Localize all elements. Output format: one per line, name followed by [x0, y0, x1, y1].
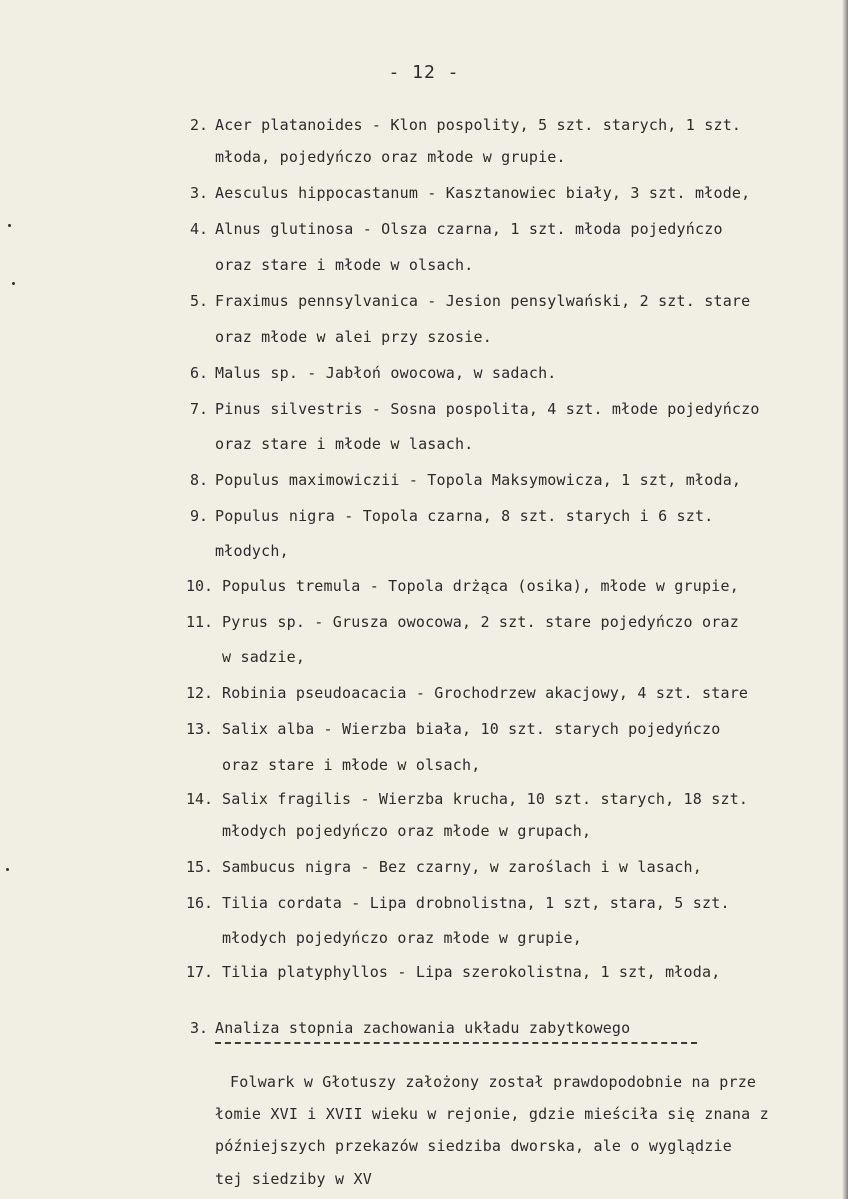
- list-item-line: Aesculus hippocastanum - Kasztanowiec biały, 3 szt. młode,: [215, 184, 751, 202]
- list-item-line: młoda, pojedyńczo oraz młode w grupie.: [215, 148, 566, 166]
- list-item-line: Pyrus sp. - Grusza owocowa, 2 szt. stare pojedyńczo oraz: [222, 613, 739, 631]
- paragraph-line: późniejszych przekazów siedziba dworska, ale o wyglądzie: [215, 1137, 732, 1155]
- list-item-line: oraz stare i młode w olsach.: [215, 256, 474, 274]
- list-number: 14.: [186, 790, 214, 808]
- list-number: 6.: [190, 364, 209, 382]
- list-number: 3.: [190, 184, 209, 202]
- list-number: 4.: [190, 220, 209, 238]
- list-item-line: Sambucus nigra - Bez czarny, w zaroślach i w lasach,: [222, 858, 702, 876]
- list-number: 8.: [190, 471, 209, 489]
- list-number: 10.: [186, 577, 214, 595]
- list-item-line: młodych pojedyńczo oraz młode w grupie,: [222, 929, 582, 947]
- list-item-line: Tilia platyphyllos - Lipa szerokolistna, 1 szt, młoda,: [222, 963, 721, 981]
- list-item-line: Alnus glutinosa - Olsza czarna, 1 szt. młoda pojedyńczo: [215, 220, 723, 238]
- list-item-line: Malus sp. - Jabłoń owocowa, w sadach.: [215, 364, 557, 382]
- list-number: 7.: [190, 400, 209, 418]
- scan-speck: [12, 282, 15, 285]
- list-number: 13.: [186, 720, 214, 738]
- list-item-line: Populus maximowiczii - Topola Maksymowicza, 1 szt, młoda,: [215, 471, 742, 489]
- list-item-line: Fraximus pennsylvanica - Jesion pensylwański, 2 szt. stare: [215, 292, 751, 310]
- scan-speck: [8, 224, 11, 227]
- list-item-line: oraz stare i młode w lasach.: [215, 435, 474, 453]
- list-item-line: Acer platanoides - Klon pospolity, 5 szt. starych, 1 szt.: [215, 116, 742, 134]
- list-number: 16.: [186, 894, 214, 912]
- list-number: 11.: [186, 613, 214, 631]
- list-item-line: Robinia pseudoacacia - Grochodrzew akacjowy, 4 szt. stare: [222, 684, 749, 702]
- list-item-line: młodych,: [215, 542, 289, 560]
- list-number: 5.: [190, 292, 209, 310]
- list-item-line: Salix fragilis - Wierzba krucha, 10 szt. starych, 18 szt.: [222, 790, 749, 808]
- list-item-line: Populus nigra - Topola czarna, 8 szt. starych i 6 szt.: [215, 507, 714, 525]
- list-number: 9.: [190, 507, 209, 525]
- list-number: 2.: [190, 116, 209, 134]
- page-number: - 12 -: [388, 62, 460, 83]
- scan-speck: [6, 868, 9, 871]
- paragraph-line: tej siedziby w XV: [215, 1170, 372, 1188]
- list-number: 12.: [186, 684, 214, 702]
- list-item-line: oraz młode w alei przy szosie.: [215, 328, 492, 346]
- section-heading: Analiza stopnia zachowania układu zabytkowego: [215, 1019, 631, 1037]
- paragraph-line: łomie XVI i XVII wieku w rejonie, gdzie mieściła się znana z: [215, 1105, 769, 1123]
- list-item-line: Populus tremula - Topola drżąca (osika), młode w grupie,: [222, 577, 739, 595]
- list-item-line: młodych pojedyńczo oraz młode w grupach,: [222, 822, 592, 840]
- section-number: 3.: [190, 1019, 209, 1037]
- list-item-line: Salix alba - Wierzba biała, 10 szt. starych pojedyńczo: [222, 720, 721, 738]
- list-item-line: Tilia cordata - Lipa drobnolistna, 1 szt, stara, 5 szt.: [222, 894, 730, 912]
- list-item-line: w sadzie,: [222, 648, 306, 666]
- heading-underline: [215, 1042, 697, 1044]
- paragraph-line: Folwark w Głotuszy założony został prawdopodobnie na prze: [230, 1073, 757, 1091]
- list-item-line: Pinus silvestris - Sosna pospolita, 4 szt. młode pojedyńczo: [215, 400, 760, 418]
- list-item-line: oraz stare i młode w olsach,: [222, 756, 481, 774]
- list-number: 15.: [186, 858, 214, 876]
- page-edge-shadow: [842, 0, 848, 1199]
- list-number: 17.: [186, 963, 214, 981]
